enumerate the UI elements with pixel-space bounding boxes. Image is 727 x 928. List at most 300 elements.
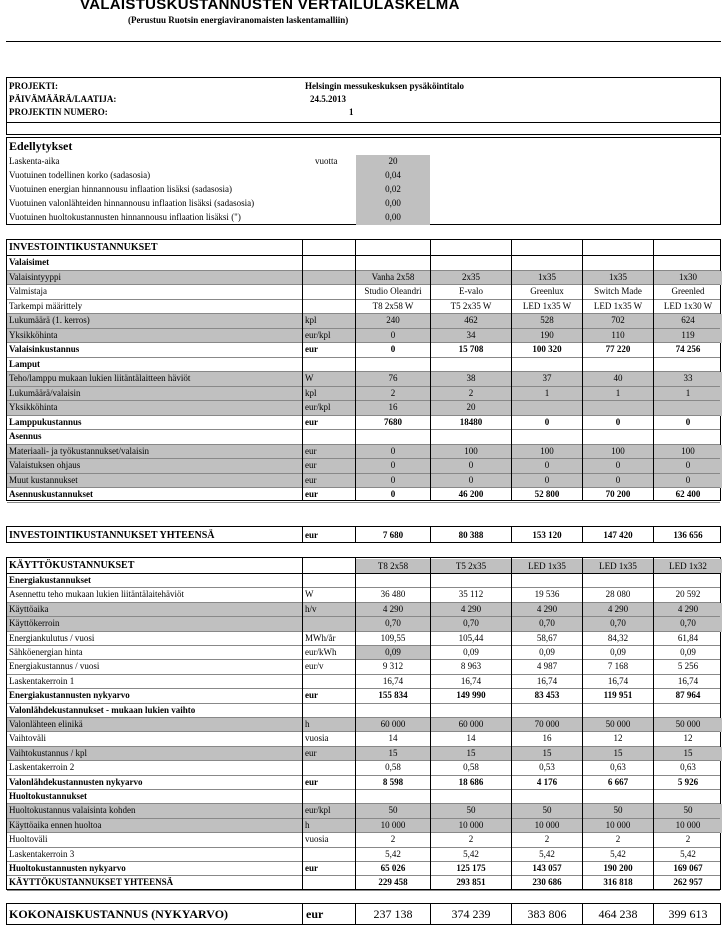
cell-value: 528	[512, 314, 582, 329]
row-label: Käyttöaika ennen huoltoa	[7, 819, 302, 833]
cell-value: 50	[583, 804, 653, 818]
cell-value: 50	[512, 804, 582, 818]
cell-value: T5 2x35 W	[450, 300, 492, 311]
assumption-unit	[315, 197, 360, 211]
row-label: Energiankulutus / vuosi	[9, 632, 95, 643]
cell-value: 70 200	[605, 489, 631, 499]
cell-value: 0	[390, 344, 396, 354]
cell-value: 143 057	[532, 863, 562, 873]
row-label: Laskentakerroin 2	[9, 762, 75, 773]
row-label: Materiaali- ja työkustannukset/valaisin	[7, 445, 302, 460]
column-divider	[511, 527, 512, 542]
row-label: Lamppukustannus	[9, 416, 82, 427]
cell-value: 50	[431, 804, 511, 818]
cell-value: 16,74	[460, 675, 482, 686]
assumption-label: Laskenta-aika	[9, 156, 60, 166]
row-unit: eur/kpl	[303, 329, 355, 344]
cell-value: 16,74	[382, 675, 404, 686]
cell-value	[356, 704, 430, 718]
row-unit	[303, 358, 355, 373]
cell-value: 50 000	[583, 718, 653, 732]
row-label: Asennus	[9, 431, 42, 441]
cell-value: 0,70	[431, 617, 511, 631]
cell-value	[431, 790, 511, 804]
project-number-value: 1	[349, 107, 354, 117]
cell-value: 4 290	[431, 603, 511, 617]
cell-value: 2	[615, 834, 621, 845]
table-row	[7, 660, 720, 674]
row-label: Valonlähteen elinikä	[7, 718, 302, 732]
assumption-row	[7, 197, 720, 211]
table-row	[7, 387, 720, 402]
table-row	[7, 819, 720, 833]
row-label: Energiakustannusten nykyarvo	[9, 690, 130, 701]
row-label: Vaihtokustannus / kpl	[7, 747, 302, 761]
row-unit: kpl	[303, 314, 355, 329]
row-label: Valaisinkustannus	[9, 344, 80, 354]
total-value: 153 120	[532, 530, 562, 540]
cell-value: 61,84	[677, 632, 699, 643]
row-label: KÄYTTÖKUSTANNUKSET YHTEENSÄ	[9, 877, 174, 888]
column-divider	[653, 558, 654, 889]
assumption-row	[7, 155, 720, 169]
cell-value: 52 800	[534, 489, 560, 499]
row-label: Energiakustannukset	[9, 575, 92, 585]
row-label: Huoltokustannukset	[9, 791, 88, 801]
cell-value: 12	[683, 733, 693, 744]
cell-value: LED 1x35 W	[522, 300, 572, 311]
table-row	[7, 848, 720, 862]
table-row	[7, 761, 720, 775]
grand-total-value: 464 238	[598, 907, 638, 921]
cell-value: 0,09	[463, 647, 479, 657]
cell-value: 1	[583, 387, 653, 402]
table-row	[7, 646, 720, 660]
cell-value: 5 926	[677, 776, 699, 787]
cell-value: 40	[583, 372, 653, 387]
table-header-row	[7, 559, 720, 573]
investment-table	[6, 239, 721, 501]
cell-value: 76	[356, 372, 430, 387]
row-unit: eur/kpl	[303, 804, 355, 818]
cell-value: 316 818	[603, 877, 633, 888]
column-divider	[582, 904, 583, 924]
cell-value: E-valo	[459, 286, 483, 296]
cell-value: 0	[544, 416, 550, 427]
document-title: VALAISTUSKUSTANNUSTEN VERTAILULASKELMA	[80, 0, 460, 13]
cell-value: 100	[583, 445, 653, 460]
row-unit: h/v	[303, 603, 355, 617]
cell-value: 4 290	[654, 603, 722, 617]
column-divider	[302, 240, 303, 500]
cell-value	[654, 256, 722, 271]
cell-value: 155 834	[378, 690, 408, 701]
cell-value: 2x35	[431, 271, 511, 286]
project-block	[6, 77, 721, 135]
project-number-label: PROJEKTIN NUMERO:	[9, 107, 108, 117]
table-row	[7, 574, 720, 588]
row-label: Valonlähdekustannukset - mukaan lukien vaihto	[9, 704, 196, 715]
cell-value: 110	[583, 329, 653, 344]
cell-value	[583, 430, 653, 445]
cell-value: 58,67	[536, 632, 558, 643]
cell-value	[583, 401, 653, 416]
table-row	[7, 804, 720, 818]
cell-value	[583, 256, 653, 271]
table-row	[7, 732, 720, 746]
cell-value	[512, 358, 582, 373]
row-unit: eur	[303, 445, 355, 460]
cell-value: 2	[431, 387, 511, 402]
cell-value: 0	[685, 416, 691, 427]
cell-value: 18480	[459, 416, 483, 427]
table-row	[7, 401, 720, 416]
row-unit: vuosia	[305, 834, 329, 845]
column-header: LED 1x35	[512, 559, 582, 573]
cell-value: 14	[466, 733, 476, 744]
cell-value: 74 256	[675, 344, 701, 354]
column-divider	[302, 527, 303, 542]
cell-value: 0	[356, 459, 430, 474]
cell-value	[512, 256, 582, 271]
table-row	[7, 603, 720, 617]
cell-value	[512, 790, 582, 804]
cell-value: 20	[431, 401, 511, 416]
assumption-value: 0,00	[356, 211, 430, 225]
assumption-row	[7, 183, 720, 197]
row-unit	[303, 675, 355, 689]
cell-value: 190 200	[603, 863, 633, 873]
cell-value: 10 000	[431, 819, 511, 833]
cell-value: 0	[654, 459, 722, 474]
cell-value	[654, 574, 722, 588]
row-label: Käyttöaika	[7, 603, 302, 617]
column-divider	[511, 558, 512, 889]
row-label: Lukumäärä (1. kerros)	[7, 314, 302, 329]
cell-value: 0	[356, 474, 430, 489]
column-divider	[355, 558, 356, 889]
total-value: 80 388	[458, 530, 484, 540]
column-divider	[355, 904, 356, 924]
table-row	[7, 718, 720, 732]
cell-value: 5,42	[610, 848, 626, 859]
cell-value	[356, 790, 430, 804]
cell-value: 19 536	[534, 589, 560, 600]
cell-value: T8 2x58 W	[372, 300, 414, 311]
table-row	[7, 747, 720, 761]
row-unit: eur	[303, 474, 355, 489]
column-divider	[582, 240, 583, 500]
total-value: 7 680	[382, 530, 404, 540]
row-unit	[303, 848, 355, 862]
assumption-unit: vuotta	[315, 156, 338, 166]
row-unit: eur	[303, 747, 355, 761]
cell-value: 229 458	[378, 877, 408, 888]
cell-value: 2	[390, 834, 396, 845]
cell-value	[654, 704, 722, 718]
cell-value: 0	[431, 474, 511, 489]
cell-value: 1	[512, 387, 582, 402]
project-date-label: PÄIVÄMÄÄRÄ/LAATIJA:	[9, 94, 117, 104]
total-value: 147 420	[603, 530, 633, 540]
cell-value: 46 200	[458, 489, 484, 499]
cell-value: 87 964	[675, 690, 701, 701]
project-name-label: PROJEKTI:	[9, 81, 59, 91]
cell-value: 0,53	[539, 762, 555, 773]
table-row	[7, 776, 720, 790]
row-label: Huoltoväli	[9, 834, 48, 845]
cell-value: 1x30	[654, 271, 722, 286]
cell-value: 702	[583, 314, 653, 329]
cell-value: 100	[512, 445, 582, 460]
cell-value	[356, 358, 430, 373]
assumptions-title: Edellytykset	[9, 139, 73, 153]
cell-value	[512, 704, 582, 718]
column-header: T8 2x58	[356, 559, 430, 573]
column-divider	[582, 558, 583, 889]
row-unit: W	[305, 589, 314, 600]
row-unit	[303, 704, 355, 718]
cell-value: 7680	[384, 416, 402, 427]
cell-value: 15 708	[458, 344, 484, 354]
document-subtitle: (Perustuu Ruotsin energiaviranomaisten laskentamalliin)	[128, 15, 349, 25]
column-divider	[430, 558, 431, 889]
total-row	[7, 529, 720, 542]
cell-value: 5,42	[680, 848, 696, 859]
cell-value: 5,42	[385, 848, 401, 859]
cell-value: 100 320	[532, 344, 562, 354]
cell-value	[356, 430, 430, 445]
cell-value: 2	[468, 834, 474, 845]
cell-value: 65 026	[380, 863, 406, 873]
assumption-unit	[315, 183, 360, 197]
grand-total-row	[6, 903, 721, 925]
cell-value: LED 1x30 W	[663, 300, 713, 311]
cell-value	[654, 358, 722, 373]
total-label: INVESTOINTIKUSTANNUKSET YHTEENSÄ	[9, 530, 215, 541]
cell-value: 77 220	[605, 344, 631, 354]
row-divider	[7, 502, 720, 503]
table-row	[7, 675, 720, 689]
cell-value: 0,63	[680, 762, 696, 773]
cell-value: 100	[654, 445, 722, 460]
cell-value: 4 290	[356, 603, 430, 617]
row-label: Asennuskustannukset	[9, 489, 94, 499]
column-divider	[582, 527, 583, 542]
total-value: 136 656	[673, 530, 703, 540]
assumption-label: Vuotuinen todellinen korko (sadasosia)	[9, 170, 151, 180]
cell-value	[431, 256, 511, 271]
row-label: Laskentakerroin 3	[9, 848, 75, 859]
row-unit: h	[303, 819, 355, 833]
row-label: Valonlähdekustannusten nykyarvo	[9, 776, 143, 787]
cell-value	[654, 401, 722, 416]
cell-value: 10 000	[654, 819, 722, 833]
row-unit	[303, 574, 355, 588]
row-unit: h	[303, 718, 355, 732]
row-label: Lukumäärä/valaisin	[7, 387, 302, 402]
table-row	[7, 300, 720, 315]
grand-total-value: 399 613	[668, 907, 708, 921]
project-date-value: 24.5.2013	[310, 94, 346, 104]
cell-value	[431, 358, 511, 373]
assumption-label: Vuotuinen huoltokustannusten hinnannousu inflaation lisäksi (")	[9, 212, 241, 222]
cell-value: 36 480	[380, 589, 406, 600]
cell-value: 149 990	[456, 690, 486, 701]
cell-value: 105,44	[458, 632, 484, 643]
table-row	[7, 430, 720, 445]
cell-value: 15	[512, 747, 582, 761]
cell-value: 28 080	[605, 589, 631, 600]
row-label: Valaisintyyppi	[7, 271, 302, 286]
cell-value: 5,42	[539, 848, 555, 859]
cell-value: 125 175	[456, 863, 486, 873]
row-unit: eur	[305, 776, 318, 787]
assumption-label: Vuotuinen energian hinnannousu inflaation lisäksi (sadasosia)	[9, 184, 232, 194]
cell-value: 624	[654, 314, 722, 329]
row-unit	[303, 256, 355, 271]
cell-value: Vanha 2x58	[356, 271, 430, 286]
cell-value: 0,58	[385, 762, 401, 773]
assumption-value: 20	[356, 155, 430, 169]
row-label: Valmistaja	[9, 286, 47, 296]
cell-value: Studio Oleandri	[364, 286, 422, 296]
cell-value: 33	[654, 372, 722, 387]
cell-value: 0	[431, 459, 511, 474]
assumptions-block	[6, 137, 721, 225]
table-row	[7, 445, 720, 460]
column-divider	[511, 240, 512, 500]
table-row	[7, 704, 720, 718]
cell-value	[583, 358, 653, 373]
table-row	[7, 862, 720, 876]
table-row	[7, 329, 720, 344]
row-unit: eur	[305, 690, 318, 701]
cell-value: 230 686	[532, 877, 562, 888]
cell-value: 6 667	[607, 776, 629, 787]
cell-value: 16	[542, 733, 552, 744]
grand-total-value: 383 806	[527, 907, 567, 921]
table-row	[7, 588, 720, 602]
row-unit	[303, 271, 355, 286]
cell-value: 50 000	[654, 718, 722, 732]
row-unit	[303, 430, 355, 445]
cell-value: 262 957	[673, 877, 703, 888]
cell-value: 15	[431, 747, 511, 761]
row-label: Muut kustannukset	[7, 474, 302, 489]
row-unit: eur/kWh	[305, 647, 337, 657]
row-label: Vaihtoväli	[9, 733, 46, 744]
cell-value: 8 598	[382, 776, 404, 787]
row-unit	[303, 617, 355, 631]
cell-value: 240	[356, 314, 430, 329]
cell-value: 60 000	[431, 718, 511, 732]
table-row	[7, 285, 720, 300]
cell-value	[356, 256, 430, 271]
row-unit: eur	[305, 489, 318, 499]
cell-value: 16,74	[607, 675, 629, 686]
cell-value	[431, 704, 511, 718]
cell-value	[356, 574, 430, 588]
cell-value: 0	[583, 459, 653, 474]
column-divider	[653, 240, 654, 500]
column-header: LED 1x32	[654, 559, 722, 573]
table-row	[7, 488, 720, 503]
table-row	[7, 876, 720, 890]
row-unit	[303, 876, 355, 890]
row-label: Sähköenergian hinta	[9, 647, 83, 657]
cell-value: 4 987	[536, 661, 558, 672]
grand-total-row-content	[7, 906, 720, 923]
row-unit: eur/v	[305, 661, 324, 672]
column-divider	[302, 558, 303, 889]
cell-value: 0	[512, 474, 582, 489]
cell-value: 4 176	[536, 776, 558, 787]
cell-value: 2	[356, 387, 430, 402]
cell-value: 60 000	[356, 718, 430, 732]
cell-value: 15	[356, 747, 430, 761]
assumption-value: 0,00	[356, 197, 430, 211]
cell-value: 7 168	[607, 661, 629, 672]
row-unit: MWh/år	[305, 632, 336, 643]
cell-value: 190	[512, 329, 582, 344]
cell-value: 18 686	[458, 776, 484, 787]
grand-total-label: KOKONAISKUSTANNUS (NYKYARVO)	[9, 907, 229, 921]
cell-value: 20 592	[675, 589, 701, 600]
table-row	[7, 271, 720, 286]
cell-value: 5,42	[463, 848, 479, 859]
column-divider	[430, 904, 431, 924]
cell-value: 14	[388, 733, 398, 744]
row-label: Laskentakerroin 1	[9, 675, 75, 686]
cell-value: LED 1x35 W	[593, 300, 643, 311]
cell-value: 84,32	[607, 632, 629, 643]
cell-value	[583, 790, 653, 804]
column-divider	[355, 527, 356, 542]
cell-value: 0,09	[356, 646, 430, 660]
cell-value: 12	[613, 733, 623, 744]
investment-title: INVESTOINTIKUSTANNUKSET	[9, 242, 158, 253]
divider	[6, 41, 721, 42]
cell-value	[654, 790, 722, 804]
cell-value	[583, 574, 653, 588]
grand-total-value: 374 239	[451, 907, 491, 921]
table-row	[7, 343, 720, 358]
assumption-value: 0,04	[356, 169, 430, 183]
row-unit: eur	[305, 416, 318, 427]
assumption-row	[7, 211, 720, 225]
table-row	[7, 459, 720, 474]
row-label: Asennettu teho mukaan lukien liitäntälaitehäviöt	[9, 589, 184, 600]
assumption-row	[7, 169, 720, 183]
row-label: Tarkempi määrittely	[9, 300, 83, 311]
cell-value: 10 000	[512, 819, 582, 833]
cell-value: Greenlux	[530, 286, 564, 296]
cell-value	[512, 430, 582, 445]
row-unit: vuosia	[305, 733, 329, 744]
cell-value: 1	[654, 387, 722, 402]
cell-value: 0,09	[539, 647, 555, 657]
cell-value: 10 000	[356, 819, 430, 833]
cell-value: 62 400	[675, 489, 701, 499]
cell-value: 0	[615, 416, 621, 427]
cell-value: 83 453	[534, 690, 560, 701]
cell-value: 119	[654, 329, 722, 344]
grand-total-unit: eur	[306, 907, 324, 921]
column-divider	[302, 904, 303, 924]
row-label: Lamput	[9, 358, 41, 369]
cell-value: 16,74	[677, 675, 699, 686]
